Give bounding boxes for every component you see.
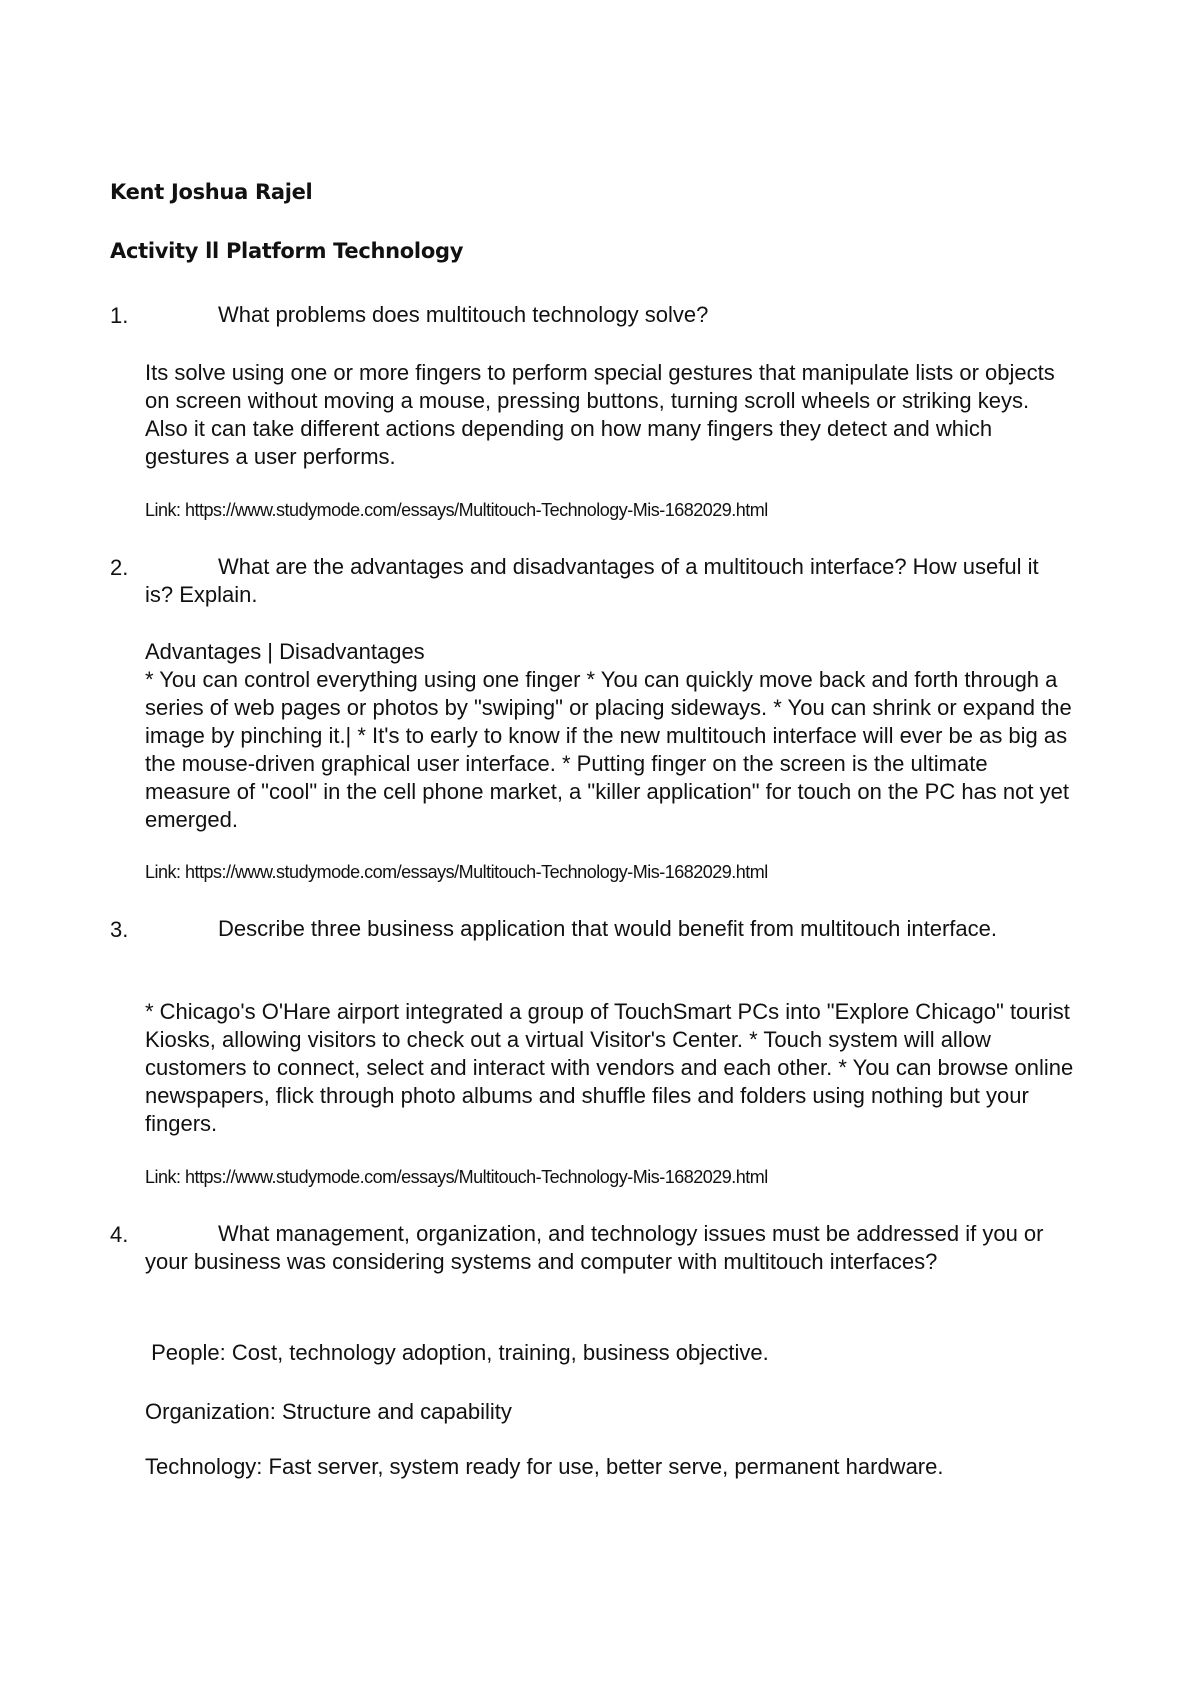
question-3-answer: * Chicago's O'Hare airport integrated a group of TouchSmart PCs into "Explore Chicago" tourist Kiosks, allowing visitors to check out a virtual Visitor's Center. * Touch system will allow customers to connect, select and interact with vendors and each other. * You can browse online newspapers, flick through photo albums and shuffle files and folders using nothing but your fingers. [145,999,1074,1136]
activity-title: Activity ll Platform Technology [110,239,464,263]
question-2-answer-heading: Advantages | Disadvantages [145,639,425,664]
question-1-answer: Its solve using one or more fingers to perform special gestures that manipulate lists or objects on screen without moving a mouse, pressing buttons, turning scroll wheels or striking keys. Also it can take different actions depending on how many fingers they detect and which gestures a user performs. [145,360,1055,469]
author-name: Kent Joshua Rajel [110,180,313,204]
question-4-text: What management, organization, and technology issues must be addressed if you or your business was considering systems and computer with multitouch interfaces? [145,1221,1044,1274]
question-2-number: 2. [110,555,129,580]
question-2-answer: * You can control everything using one finger * You can quickly move back and forth through a series of web pages or photos by "swiping" or placing sideways. * You can shrink or expand the image by pinching it.| * It's to early to know if the new multitouch interface will ever be as big as the mouse-driven graphical user interface. * Putting finger on the screen is the ultimate measure of "cool" in the cell phone market, a "killer application" for touch on the PC has not yet emerged. [145,667,1072,832]
question-1-link: Link: https://www.studymode.com/essays/Multitouch-Technology-Mis-1682029.html [145,500,768,520]
question-1-text: What problems does multitouch technology solve? [218,302,709,327]
question-4-technology: Technology: Fast server, system ready for use, better serve, permanent hardware. [145,1454,944,1479]
question-4-number: 4. [110,1222,129,1247]
question-2-text: What are the advantages and disadvantages of a multitouch interface? How useful it is? Explain. [145,554,1039,607]
question-1-number: 1. [110,303,129,328]
question-3-text: Describe three business application that would benefit from multitouch interface. [218,916,997,941]
question-3-link: Link: https://www.studymode.com/essays/Multitouch-Technology-Mis-1682029.html [145,1167,768,1187]
question-2-link: Link: https://www.studymode.com/essays/Multitouch-Technology-Mis-1682029.html [145,862,768,882]
question-4-organization: Organization: Structure and capability [145,1399,512,1424]
question-4-people: People: Cost, technology adoption, training, business objective. [145,1340,769,1365]
question-3-number: 3. [110,917,129,942]
